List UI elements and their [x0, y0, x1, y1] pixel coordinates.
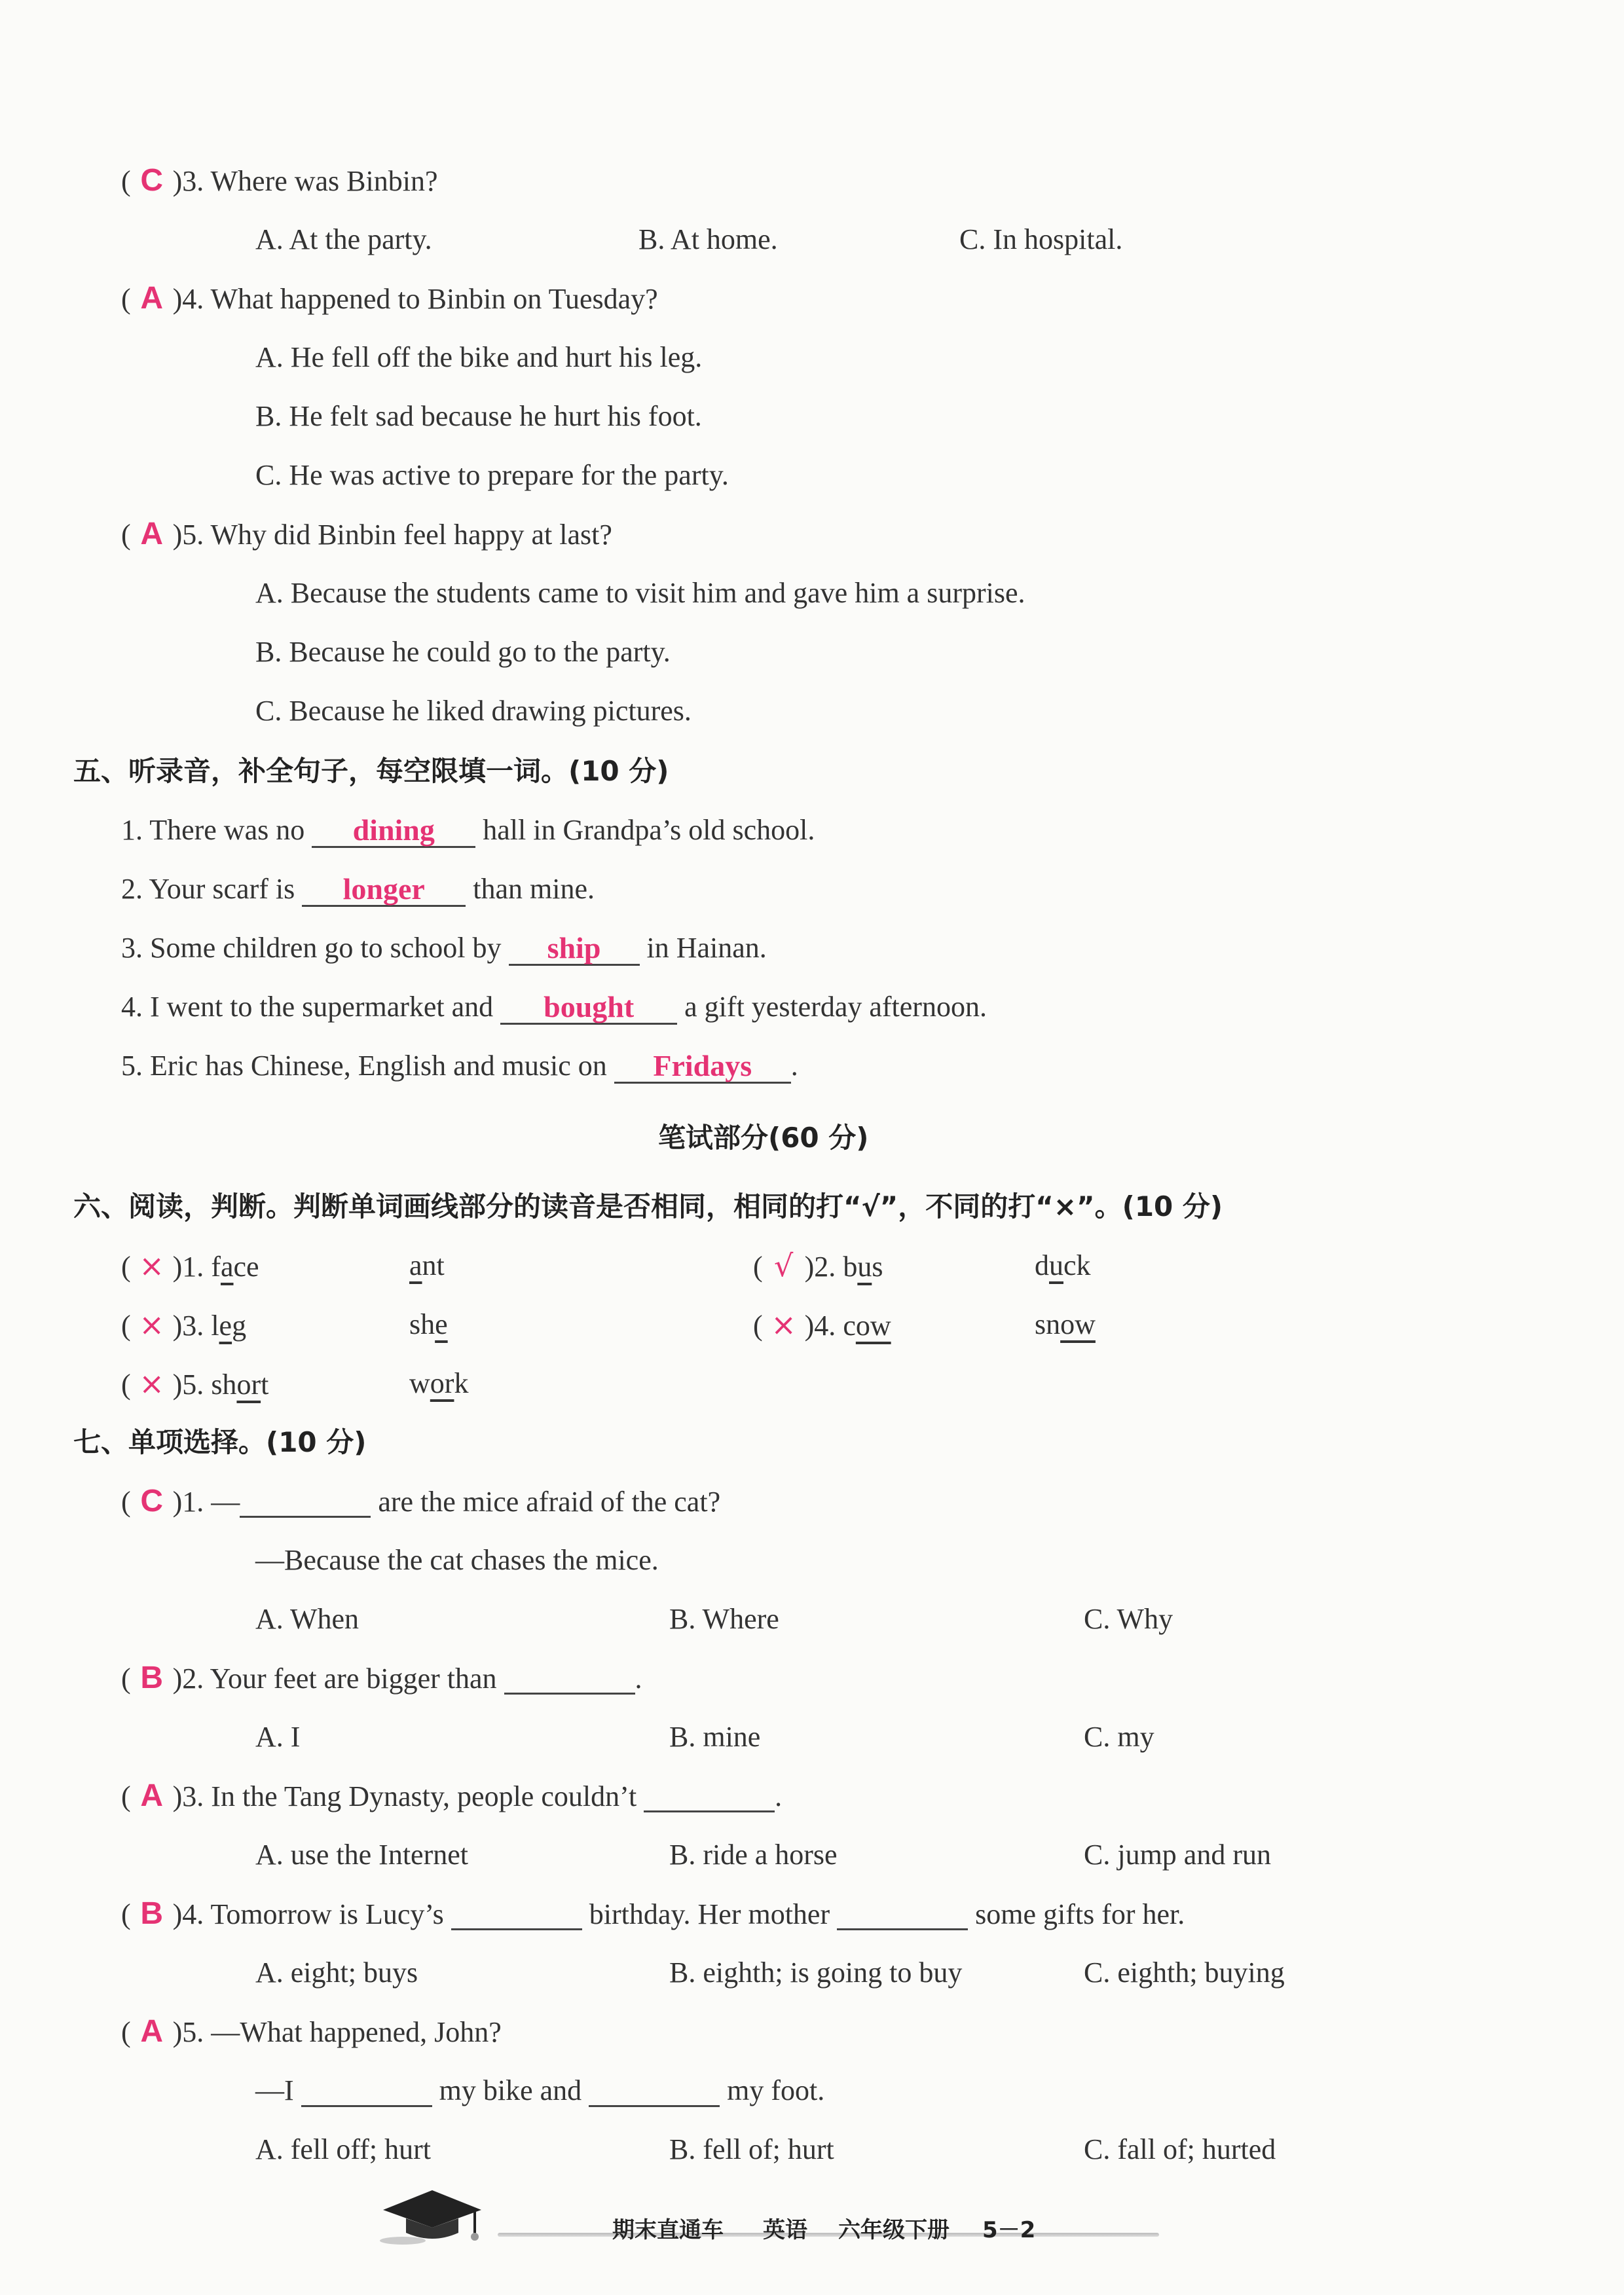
section-5-title: 五、听录音，补全句子，每空限填一词。(10 分) [73, 755, 669, 787]
fill-item-3: 3. Some children go to school by ship in Hainan. [121, 931, 767, 964]
option-c: C. Because he liked drawing pictures. [255, 695, 692, 727]
option-b: B. Where [669, 1603, 779, 1635]
judge-mark: × [139, 1366, 164, 1401]
option-c: C. eighth; buying [1084, 1956, 1285, 1989]
judge-mark: × [139, 1248, 164, 1283]
option-c: C. In hospital. [959, 223, 1123, 255]
mc-2-stem: ( B )2. Your feet are bigger than . [121, 1661, 642, 1695]
fill-item-1: 1. There was no dining hall in Grandpa’s old school. [121, 813, 815, 847]
mc-5-line2: —I my bike and my foot. [255, 2072, 824, 2109]
option-b: B. He felt sad because he hurt his foot. [255, 400, 702, 432]
option-a: A. eight; buys [255, 1956, 418, 1989]
option-b: B. Because he could go to the party. [255, 636, 671, 668]
judge-mark: √ [774, 1248, 794, 1283]
option-a: A. Because the students came to visit him and gave him a surprise. [255, 577, 1025, 609]
answer-mark: A [140, 281, 163, 316]
fill-blank: bought [500, 989, 677, 1025]
blank-line [451, 1896, 582, 1930]
judge-mark: × [139, 1307, 164, 1342]
option-b: B. ride a horse [669, 1839, 838, 1871]
option-c: C. jump and run [1084, 1839, 1271, 1871]
fill-item-4: 4. I went to the supermarket and bought a gift yesterday afternoon. [121, 990, 987, 1023]
answer-mark: B [140, 1661, 163, 1695]
option-a: A. use the Internet [255, 1839, 468, 1871]
answer-mark: A [140, 1778, 163, 1813]
fill-blank: ship [509, 930, 640, 966]
section-7-title: 七、单项选择。(10 分) [73, 1426, 367, 1458]
blank-line [837, 1896, 968, 1930]
judge-item-4: ( × )4. cow [753, 1307, 891, 1342]
option-a: A. I [255, 1721, 301, 1753]
option-a: A. At the party. [255, 223, 432, 255]
blank-line [644, 1778, 775, 1812]
footer-divider [498, 2233, 1159, 2237]
q4-3-stem: ( C )3. Where was Binbin? [121, 163, 438, 198]
option-c: C. Why [1084, 1603, 1173, 1635]
blank-line [301, 2072, 432, 2107]
judge-word-2: ant [409, 1249, 445, 1281]
judge-word-2: work [409, 1367, 469, 1399]
footer-subject: 英语 [763, 2217, 807, 2243]
blank-line [589, 2072, 720, 2107]
judge-word-2: snow [1035, 1308, 1096, 1340]
judge-item-3: ( × )3. leg [121, 1307, 247, 1342]
written-part-header: 笔试部分(60 分) [658, 1122, 869, 1154]
section-6-title: 六、阅读，判断。判断单词画线部分的读音是否相同，相同的打“√”，不同的打“×”。(10 分) [73, 1190, 1223, 1222]
mc-4-stem: ( B )4. Tomorrow is Lucy’s birthday. Her mother some gifts for her. [121, 1896, 1185, 1931]
mc-5-stem: ( A )5. —What happened, John? [121, 2014, 502, 2049]
judge-mark: × [771, 1307, 796, 1342]
fill-blank: longer [302, 871, 466, 907]
option-c: C. fall of; hurted [1084, 2133, 1276, 2165]
blank-line [504, 1660, 635, 1695]
option-c: C. He was active to prepare for the party. [255, 459, 729, 491]
q4-5-stem: ( A )5. Why did Binbin feel happy at last? [121, 517, 612, 551]
option-b: B. eighth; is going to buy [669, 1956, 963, 1989]
judge-item-2: ( √ )2. bus [753, 1248, 883, 1283]
q4-4-stem: ( A )4. What happened to Binbin on Tuesday? [121, 281, 658, 316]
mc-1-stem: ( C )1. — are the mice afraid of the cat? [121, 1484, 721, 1518]
option-a: A. fell off; hurt [255, 2133, 432, 2165]
answer-mark: B [140, 1896, 163, 1931]
judge-item-1: ( × )1. face [121, 1248, 259, 1283]
mc-1-line2: —Because the cat chases the mice. [255, 1544, 659, 1576]
footer-grade: 六年级下册 [838, 2217, 950, 2243]
option-a: A. He fell off the bike and hurt his leg. [255, 341, 703, 373]
footer-page-number: 5－2 [982, 2217, 1036, 2243]
mc-3-stem: ( A )3. In the Tang Dynasty, people couldn’t . [121, 1778, 783, 1813]
option-b: B. fell of; hurt [669, 2133, 834, 2165]
graduation-cap-icon [377, 2187, 488, 2249]
answer-mark: C [140, 163, 163, 198]
judge-word-2: she [409, 1308, 448, 1340]
option-c: C. my [1084, 1721, 1154, 1753]
judge-item-5: ( × )5. short [121, 1366, 269, 1401]
footer-book-title: 期末直通车 [612, 2217, 724, 2243]
fill-item-2: 2. Your scarf is longer than mine. [121, 872, 595, 906]
fill-blank: dining [312, 812, 475, 848]
judge-word-2: duck [1035, 1249, 1091, 1281]
fill-item-5: 5. Eric has Chinese, English and music on Fridays . [121, 1049, 798, 1082]
answer-mark: A [140, 2014, 163, 2049]
option-b: B. mine [669, 1721, 761, 1753]
blank-line [240, 1483, 371, 1518]
option-a: A. When [255, 1603, 360, 1635]
answer-mark: A [140, 517, 163, 551]
answer-mark: C [140, 1484, 163, 1518]
option-b: B. At home. [638, 223, 778, 255]
fill-blank: Fridays [614, 1048, 791, 1084]
